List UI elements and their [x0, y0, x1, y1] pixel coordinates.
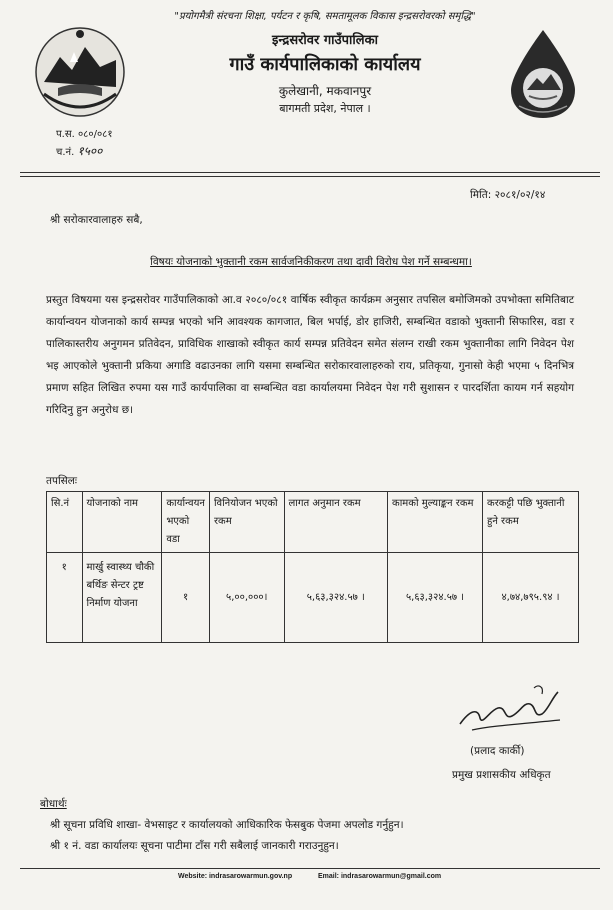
dispatch-number: १५०० — [77, 144, 103, 158]
table-cell: ५,००,०००। — [209, 553, 284, 643]
nepal-emblem-icon — [30, 22, 130, 122]
municipality-name: इन्द्रसरोवर गाउँपालिका — [272, 33, 378, 48]
footer-website: Website: indrasarowarmun.gov.np — [178, 873, 293, 880]
fiscal-year-ref: प.स. ०८०/०८१ — [56, 129, 113, 140]
footer-divider — [20, 868, 600, 869]
dispatch-label: च.नं. — [56, 147, 75, 158]
footer-email: Email: indrasarowarmun@gmail.com — [318, 873, 442, 880]
header-divider — [20, 172, 600, 173]
office-name: गाउँ कार्यपालिकाको कार्यालय — [229, 54, 421, 75]
table-cell: मार्खु स्वास्थ्य चौकी बर्थिङ सेन्टर ट्रष्ट निर्माण योजना — [82, 553, 162, 643]
dispatch-ref — [56, 142, 102, 159]
salutation: श्री सरोकारवालाहरु सबै, — [50, 214, 143, 226]
table-header: विनियोजन भएको रकम — [209, 492, 284, 553]
table-cell: १ — [162, 553, 210, 643]
signature-icon — [450, 680, 570, 740]
table-cell: १ — [47, 553, 83, 643]
payment-table — [46, 491, 579, 643]
letter-date: मिति: २०८१/०२/१४ — [470, 189, 546, 201]
letter-subject: विषयः योजनाको भुक्तानी रकम सार्वजनिकीकरण तथा दावी विरोध पेश गर्ने सम्बन्धमा। — [150, 256, 472, 268]
letter-body: प्रस्तुत विषयमा यस इन्द्रसरोवर गाउँपालिकाको आ.व २०८०/०८१ वार्षिक स्वीकृत कार्यक्रम अनुसार तपसिल बमोजिमको उपभोक्ता समितिबाट कार्यान्वयन योजनाको कार्य सम्पन्न भएको भनि आवश्यक कागजात, बिल भर्पाई, डोर हाजिरी, सम्बन्धित वडाको भुक्तानी सिफारिस, वडा र पालिकास्तरीय अनुगमन प्रतिवेदन, प्राविधिक शाखाको स्वीकृत कार्य सम्पन्न प्रतिवेदन समेत संलग्न राखी रकम भुक्तानीका लागि निवेदन पेश भइ आएकोले भुक्तानी प्रकिया अगाडि वढाउनका लागि यसमा सम्बन्धित सरोकारवालाहरुको राय, प्रतिकृया, गुनासो केही भएमा ५ दिनभित्र प्रमाण सहित लिखित रुपमा यस गाउँ कार्यपालिका वा सम्बन्धित वडा कार्यालयमा निवेदन पेश गरी सुशासन र पारदर्शिता कायम गर्न सहयोग गरिदिनु हुन अनुरोध छ। — [46, 294, 574, 416]
cc-item: श्री सूचना प्रविधि शाखा- वेभसाइट र कार्यालयको आधिकारिक फेसबुक पेजमा अपलोड गर्नुहुन। — [50, 819, 404, 831]
table-header: कामको मुल्याङ्कन रकम — [388, 492, 483, 553]
signatory-designation: प्रमुख प्रशासकीय अधिकृत — [452, 769, 551, 781]
cc-heading: बोधार्थः — [40, 798, 67, 810]
table-row — [47, 553, 579, 643]
signatory-name: (प्रलाद कार्की) — [470, 745, 525, 757]
table-header: सि.नं — [47, 492, 83, 553]
table-header: लागत अनुमान रकम — [284, 492, 388, 553]
header-divider-thin — [20, 176, 600, 177]
table-caption: तपसिलः — [46, 475, 78, 487]
office-province: बागमती प्रदेश, नेपाल । — [279, 102, 371, 115]
table-cell: ४,७४,७९५.९४ । — [483, 553, 579, 643]
table-header: करकट्टी पछि भुक्तानी हुने रकम — [483, 492, 579, 553]
office-location: कुलेखानी, मकवानपुर — [278, 84, 372, 98]
table-cell: ५,६३,३२४.५७ । — [284, 553, 388, 643]
table-header-row — [47, 492, 579, 553]
motto: "प्रयोगमैत्री संरचना शिक्षा, पर्यटन र कृषि, समतामूलक विकास इन्द्रसरोवरको समृद्धि" — [174, 11, 476, 22]
table-header: योजनाको नाम — [82, 492, 162, 553]
municipality-logo-icon — [505, 26, 581, 122]
table-header: कार्यान्वयन भएको वडा — [162, 492, 210, 553]
table-cell: ५,६३,३२४.५७ । — [388, 553, 483, 643]
cc-item: श्री १ नं. वडा कार्यालयः सूचना पाटीमा टाँस गरी सबैलाई जानकारी गराउनुहुन। — [50, 840, 339, 852]
